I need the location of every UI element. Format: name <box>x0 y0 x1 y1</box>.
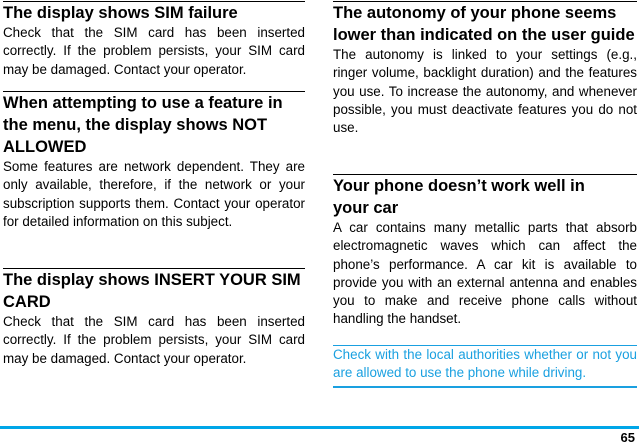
section-sim-failure <box>3 1 305 79</box>
section-car <box>333 174 637 329</box>
section-body: A car contains many metallic parts that absorb electromagnetic waves which can affect the phone’s performance. A car kit is available to provide you with an external antenna and enables you to make and receive phone calls without handling the handset. <box>333 220 637 327</box>
section-heading: When attempting to use a feature in the menu, the display shows NOT ALLOWED <box>3 94 283 156</box>
page-number: 65 <box>620 430 635 445</box>
section-autonomy <box>333 1 637 137</box>
section-heading: Your phone doesn’t work well in your car <box>333 177 585 217</box>
section-body: Check that the SIM card has been inserted correctly. If the problem persists, your SIM card may be damaged. Contact your operator. <box>3 314 305 366</box>
section-not-allowed <box>3 91 305 231</box>
section-heading: The display shows INSERT YOUR SIM CARD <box>3 271 301 311</box>
driving-note <box>333 345 637 388</box>
footer-bar <box>0 426 639 429</box>
section-insert-sim <box>3 268 305 368</box>
section-body: Some features are network dependent. They are only available, therefore, if the network or your subscription supports them. Contact your operator for detailed information on this subject. <box>3 159 305 229</box>
section-heading: The autonomy of your phone seems lower than indicated on the user guide <box>333 4 635 44</box>
section-body: The autonomy is linked to your settings (e.g., ringer volume, backlight duration) and the features you use. To increase the autonomy, and whenever possible, you must deactivate features you do not use. <box>333 47 637 136</box>
section-heading: The display shows SIM failure <box>3 4 238 22</box>
section-body: Check that the SIM card has been inserted correctly. If the problem persists, your SIM card may be damaged. Contact your operator. <box>3 25 305 77</box>
note-text: Check with the local authorities whether or not you are allowed to use the phone while driving. <box>333 347 637 381</box>
